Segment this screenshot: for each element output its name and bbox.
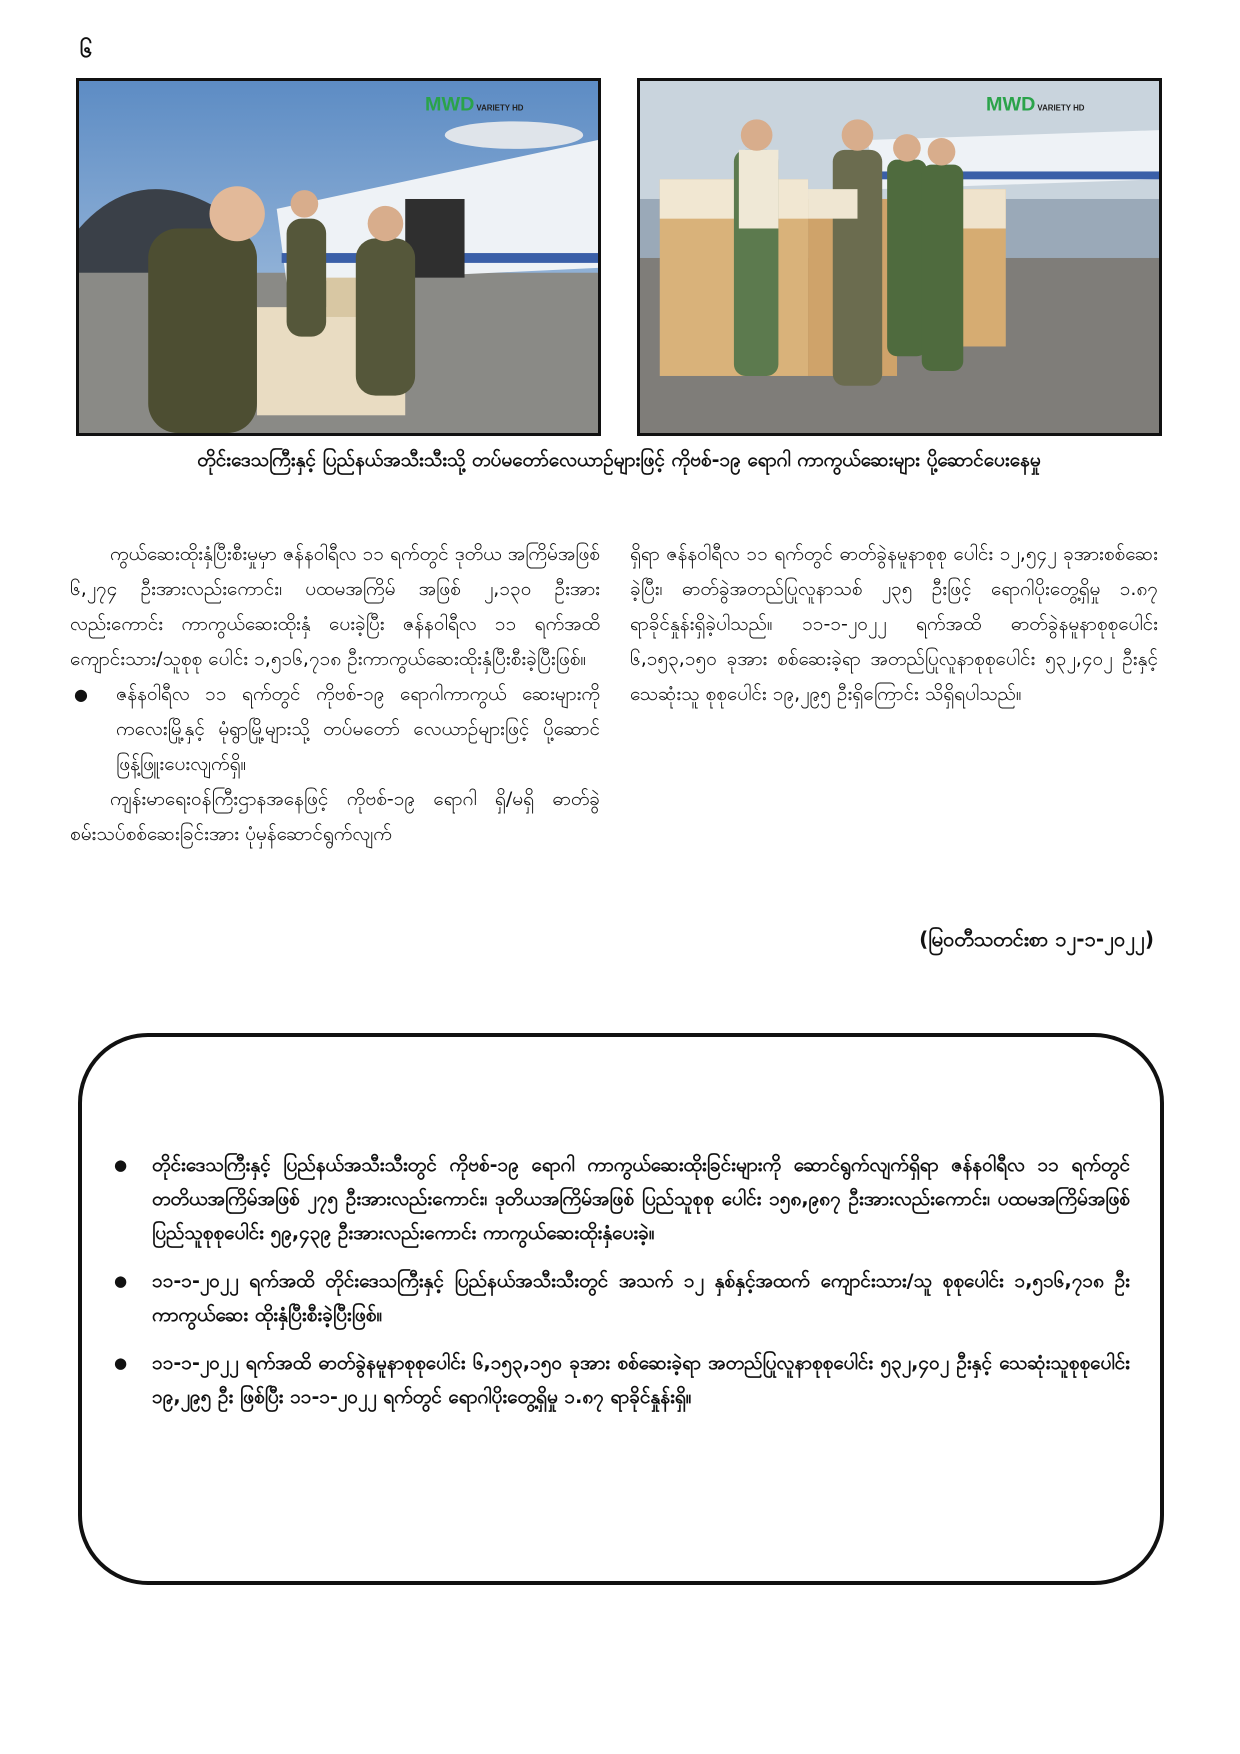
article-left-paragraph-1: ကွယ်ဆေးထိုးနှံပြီးစီးမှုမှာ ဇန်နဝါရီလ ၁၁ ရက်တွင် ဒုတိယ အကြိမ်အဖြစ် ၆,၂၇၄ ဦးအားလည်းကောင်း၊ ပထမအကြိမ် အဖြစ် ၂,၁၃၀ ဦးအားလည်းကောင်း ကာကွယ်ဆေးထိုးနှံ ပေးခဲ့ပြီး ဇန်နဝါရီလ ၁၁ ရက်အထိ ကျောင်းသား/သူစုစု ပေါင်း ၁,၅၁၆,၇၁၈ ဦးကာကွယ်ဆေးထိုးနှံပြီးစီးခဲ့ပြီးဖြစ်။ (70, 543, 600, 670)
left-logo: MWD (425, 93, 475, 116)
photo-loading-aircraft-image (79, 81, 598, 433)
summary-list (152, 1148, 1130, 1428)
summary-item-3: ● ၁၁-၁-၂၀၂၂ ရက်အထိ ဓာတ်ခွဲနမူနာစုစုပေါင်း ၆,၁၅၃,၁၅၀ ခုအား စစ်ဆေးခဲ့ရာ အတည်ပြုလူနာစုစုပေါင်း ၅၃၂,၄၀၂ ဦးနှင့် သေဆုံးသူစုစုပေါင်း ၁၉,၂၉၅ ဦး ဖြစ်ပြီး ၁၁-၁-၂၀၂၂ ရက်တွင် ရောဂါပိုးတွေ့ရှိမှု ၁.၈၇ ရာခိုင်နှုန်းရှိ။ (152, 1346, 1130, 1414)
right-logo: MWD (986, 93, 1036, 116)
article-right-paragraph: ရှိရာ ဇန်နဝါရီလ ၁၁ ရက်တွင် ဓာတ်ခွဲနမူနာစုစု ပေါင်း ၁၂,၅၄၂ ခုအားစစ်ဆေးခဲ့ပြီး၊ ဓာတ်ခွဲအတည်ပြုလူနာသစ် ၂၃၅ ဦးဖြင့် ရောဂါပိုးတွေ့ရှိမှု ၁.၈၇ ရာခိုင်နှုန်းရှိခဲ့ပါသည်။ ၁၁-၁-၂၀၂၂ ရက်အထိ ဓာတ်ခွဲနမူနာစုစုပေါင်း ၆,၁၅၃,၁၅၀ ခုအား စစ်ဆေးခဲ့ရာ အတည်ပြုလူနာစုစုပေါင်း ၅၃၂,၄၀၂ ဦးနှင့် သေဆုံးသူ စုစုပေါင်း ၁၉,၂၉၅ ဦးရှိကြောင်း သိရှိရပါသည်။ (630, 543, 1158, 705)
right-logo-sub: VARIETY HD (1037, 103, 1085, 113)
article-right-column (630, 537, 1158, 712)
article-source: (မြဝတီသတင်းစာ ၁၂-၁-၂၀၂၂) (919, 927, 1154, 951)
summary-item-1: ● တိုင်းဒေသကြီးနှင့် ပြည်နယ်အသီးသီးတွင် ကိုဗစ်-၁၉ ရောဂါ ကာကွယ်ဆေးထိုးခြင်းများကို ဆောင်ရွက်လျက်ရှိရာ ဇန်နဝါရီလ ၁၁ ရက်တွင် တတိယအကြိမ်အဖြစ် ၂၇၅ ဦးအားလည်းကောင်း၊ ဒုတိယအကြိမ်အဖြစ် ပြည်သူစုစု ပေါင်း ၁၅၈,၉၈၇ ဦးအားလည်းကောင်း၊ ပထမအကြိမ်အဖြစ် ပြည်သူစုစုပေါင်း ၅၉,၄၃၉ ဦးအားလည်းကောင်း ကာကွယ်ဆေးထိုးနှံပေးခဲ့။ (152, 1148, 1130, 1250)
page-number: ၆ (80, 38, 93, 63)
photo-handover-boxes (637, 78, 1162, 436)
article-left-paragraph-2: ကျန်းမာရေးဝန်ကြီးဌာနအနေဖြင့် ကိုဗစ်-၁၉ ရောဂါ ရှိ/မရှိ ဓာတ်ခွဲစမ်းသပ်စစ်ဆေးခြင်းအား ပုံမှန်ဆောင်ရွက်လျက် (70, 788, 600, 845)
article-left-column (70, 537, 600, 852)
photo-loading-aircraft (76, 78, 601, 436)
summary-item-2: ● ၁၁-၁-၂၀၂၂ ရက်အထိ တိုင်းဒေသကြီးနှင့် ပြည်နယ်အသီးသီးတွင် အသက် ၁၂ နှစ်နှင့်အထက် ကျောင်းသား/သူ စုစုပေါင်း ၁,၅၁၆,၇၁၈ ဦးကာကွယ်ဆေး ထိုးနှံပြီးစီးခဲ့ပြီးဖြစ်။ (152, 1264, 1130, 1332)
photo-handover-boxes-image (640, 81, 1159, 433)
article-left-bullet: ● ဇန်နဝါရီလ ၁၁ ရက်တွင် ကိုဗစ်-၁၉ ရောဂါကာကွယ် ဆေးများကို ကလေးမြို့နှင့် မုံရွာမြို့များသို့ တပ်မတော် လေယာဉ်များဖြင့် ပို့ဆောင်ဖြန့်ဖြူးပေးလျက်ရှိ။ (70, 677, 600, 782)
left-logo-sub: VARIETY HD (476, 103, 524, 113)
photo-caption: တိုင်းဒေသကြီးနှင့် ပြည်နယ်အသီးသီးသို့ တပ်မတော်လေယာဉ်များဖြင့် ကိုဗစ်-၁၉ ရောဂါ ကာကွယ်ဆေးများ ပို့ဆောင်ပေးနေမှု (197, 449, 1041, 471)
